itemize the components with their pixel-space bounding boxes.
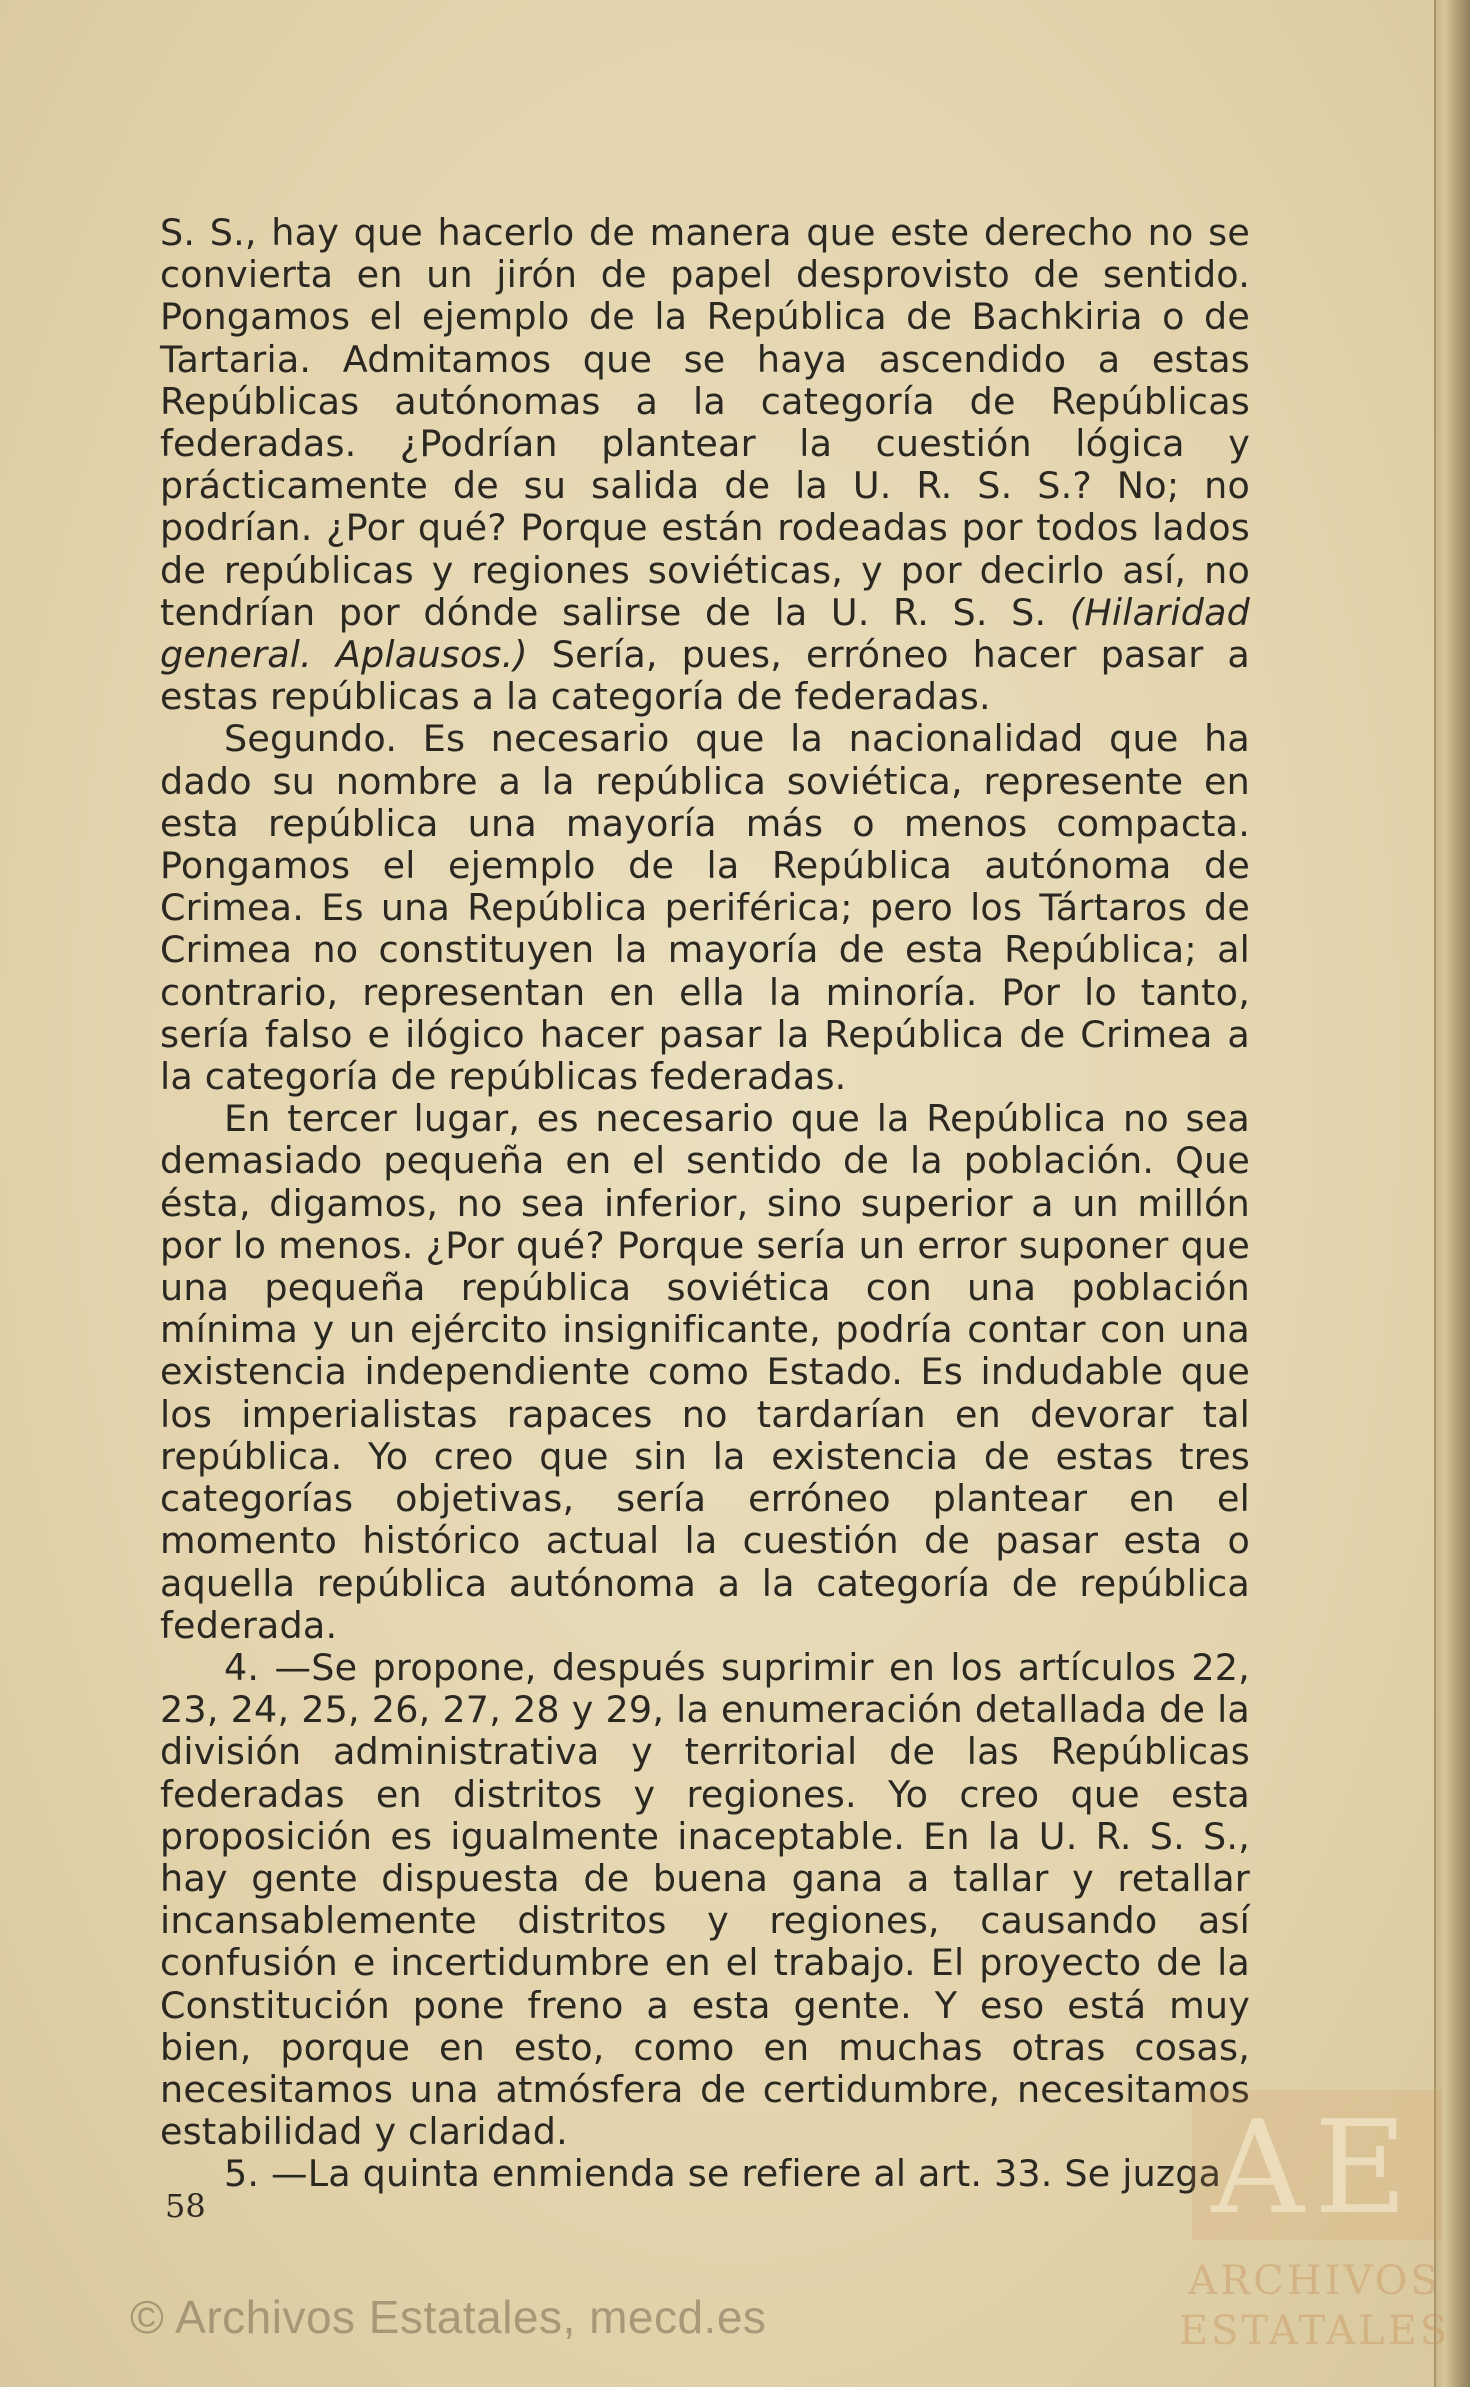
italic-remark: (Hilaridad general. Aplausos.) bbox=[160, 590, 1250, 677]
archive-logo bbox=[1172, 2090, 1457, 2380]
paragraph-2: Segundo. Es necesario que la nacionalidad que ha dado su nombre a la república soviética, represente en esta república una mayoría más o menos compacta. Pongamos el ejemplo de la República autónoma de Crimea. Es una República periférica; pero los Tártaros de Crimea no constituyen la mayoría de esta República; al contrario, representan en ella la minoría. Por lo tanto, sería falso e ilógico hacer pasar la República de Crimea a la categoría de repúblicas federadas. bbox=[160, 717, 1250, 1099]
logo-text-estatales: ESTATALES bbox=[1178, 2308, 1451, 2354]
page-edge bbox=[1434, 0, 1470, 2387]
paragraph-3: En tercer lugar, es necesario que la República no sea demasiado pequeña en el sentido de la población. Que ésta, digamos, no sea inferior, sino superior a un millón por lo menos. ¿Por qué? Porque sería un error suponer que una pequeña república soviética con una población mínima y un ejército insignificante, podría contar con una existencia independiente como Estado. Es indudable que los imperialistas rapaces no tardarían en devorar tal república. Yo creo que sin la existencia de estas tres categorías objetivas, sería erróneo plantear en el momento histórico actual la cuestión de pasar esta o aquella república autónoma a la categoría de república federada. bbox=[160, 1097, 1250, 1647]
body-text bbox=[160, 212, 1250, 2196]
copyright-watermark: © Archivos Estatales, mecd.es bbox=[130, 2291, 767, 2343]
page-number: 58 bbox=[165, 2187, 206, 2225]
paragraph-4: 4. —Se propone, después suprimir en los artículos 22, 23, 24, 25, 26, 27, 28 y 29, la enumeración detallada de la división administrativa y territorial de las Repúblicas federadas en distritos y regiones. Yo creo que esta proposición es igualmente inaceptable. En la U. R. S. S., hay gente dispuesta de buena gana a tallar y retallar incansablemente distritos y regiones, causando así confusión e incertidumbre en el trabajo. El proyecto de la Constitución pone freno a esta gente. Y eso está muy bien, porque en esto, como en muchas otras cosas, necesitamos una atmósfera de certidumbre, necesitamos estabilidad y claridad. bbox=[160, 1645, 1250, 2154]
paragraph-5: 5. —La quinta enmienda se refiere al art. 33. Se juzga bbox=[224, 2152, 1222, 2196]
logo-text-archivos: ARCHIVOS bbox=[1188, 2258, 1441, 2304]
logo-letters: AE bbox=[1211, 2094, 1418, 2243]
paragraph-1: S. S., hay que hacerlo de manera que este derecho no se convierta en un jirón de papel desprovisto de sentido. Pongamos el ejemplo de la República de Bachkiria o de Tartaria. Admitamos que se haya ascendido a estas Repúblicas autónomas a la categoría de Repúblicas federadas. ¿Podrían plantear la cuestión lógica y prácticamente de su salida de la U. R. S. S.? No; no podrían. ¿Por qué? Porque están rodeadas por todos lados de repúblicas y regiones soviéticas, y por decirlo así, no tendrían por dónde salirse de la U. R. S. S. (Hilaridad general. Aplausos.) Sería, pues, erróneo hacer pasar a estas repúblicas a la categoría de federadas. bbox=[160, 211, 1250, 719]
